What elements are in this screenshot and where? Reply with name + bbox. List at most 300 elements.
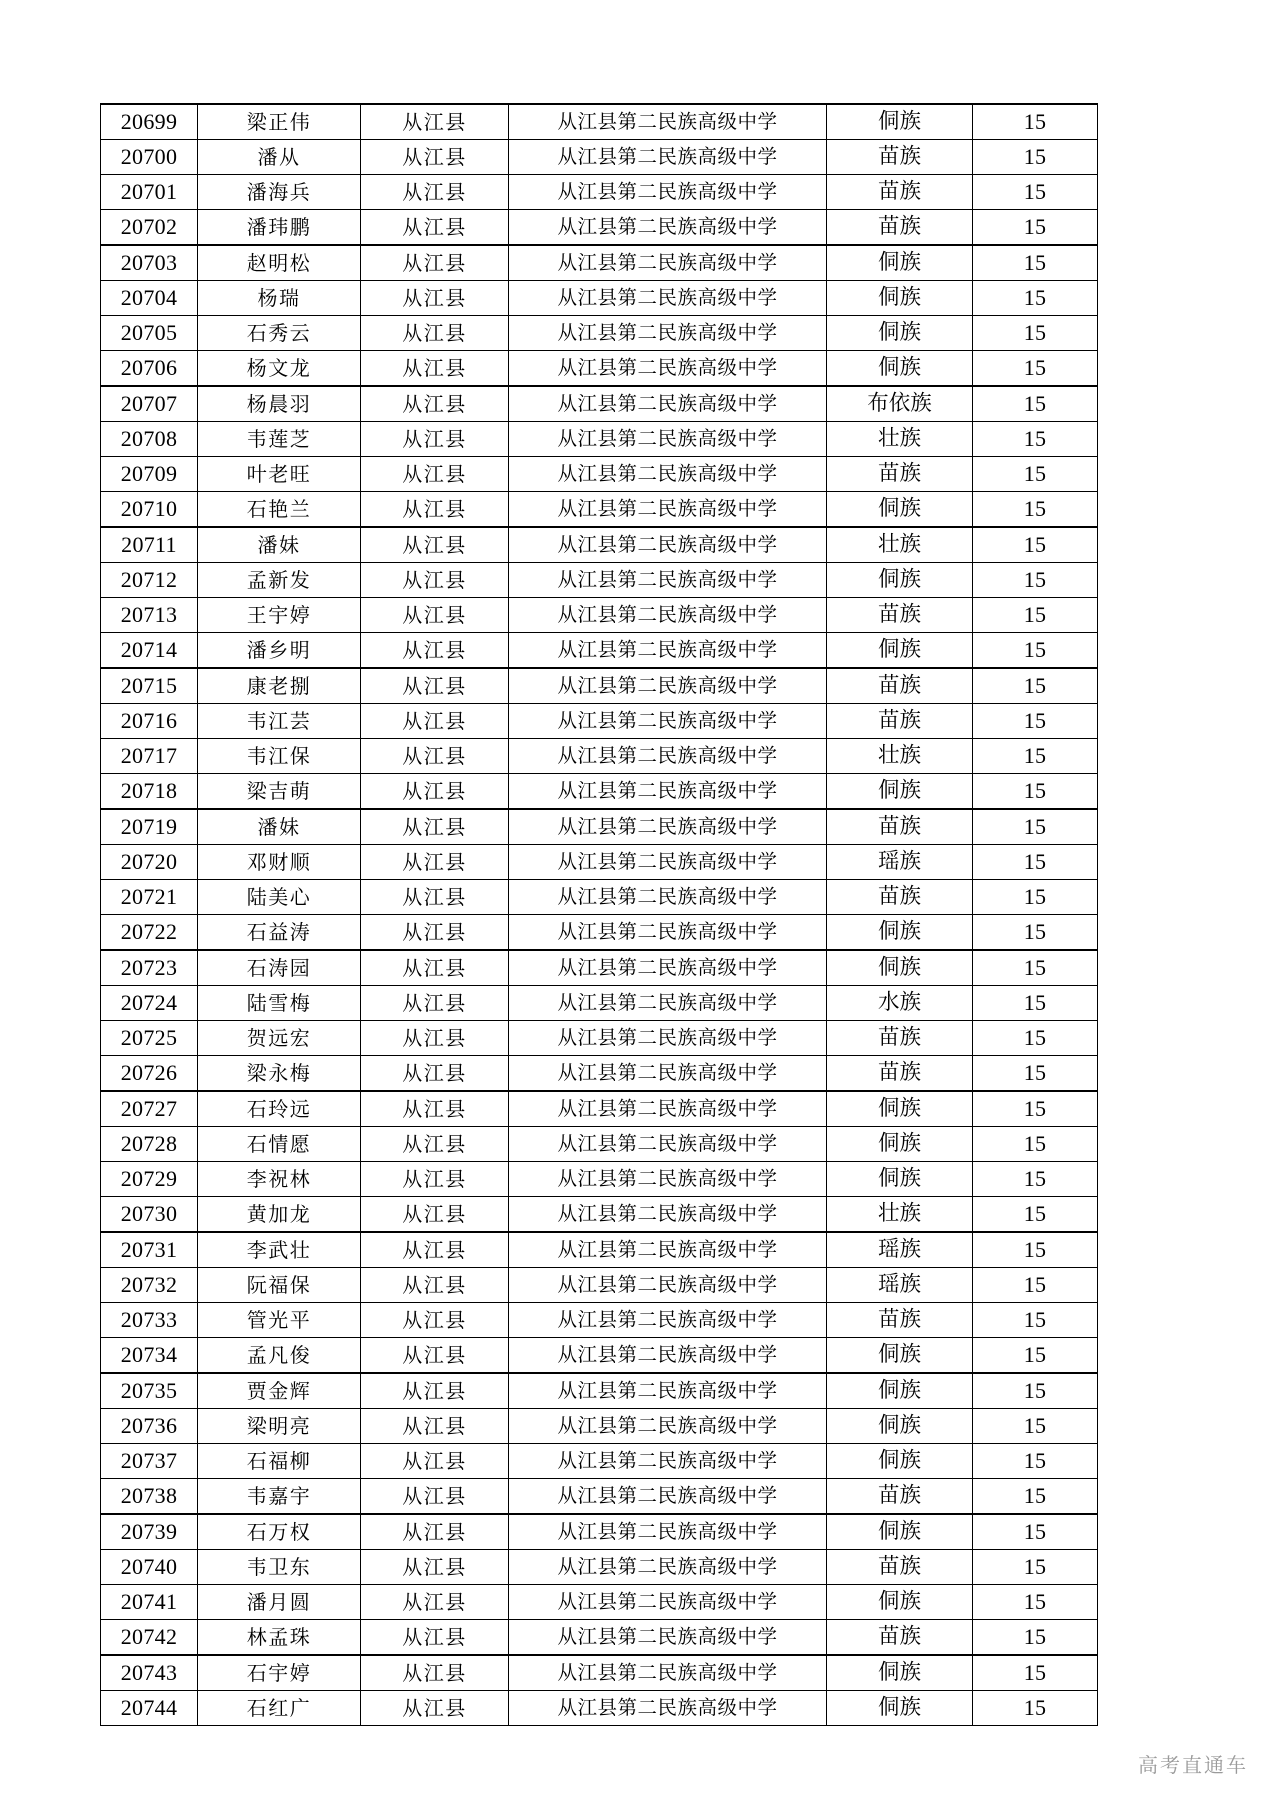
table-row [101,704,1098,739]
table-cell-county: 从江县 [361,140,509,175]
table-cell-score: 15 [973,845,1098,880]
table-cell-name: 韦江芸 [198,704,361,739]
table-cell-score: 15 [973,492,1098,528]
table-cell-school: 从江县第二民族高级中学 [509,1021,827,1056]
table-cell-school: 从江县第二民族高级中学 [509,386,827,422]
table-cell-id: 20707 [101,386,198,422]
table-cell-school: 从江县第二民族高级中学 [509,1373,827,1409]
table-cell-id: 20713 [101,598,198,633]
table-cell-score: 15 [973,774,1098,810]
table-cell-name: 梁正伟 [198,104,361,140]
table-row [101,739,1098,774]
table-cell-name: 梁明亮 [198,1409,361,1444]
table-cell-id: 20718 [101,774,198,810]
table-cell-ethnicity: 苗族 [827,704,973,739]
table-cell-id: 20705 [101,316,198,351]
table-cell-id: 20710 [101,492,198,528]
table-cell-score: 15 [973,1620,1098,1656]
table-cell-id: 20723 [101,950,198,986]
table-cell-score: 15 [973,1338,1098,1374]
table-cell-school: 从江县第二民族高级中学 [509,1056,827,1092]
table-cell-county: 从江县 [361,1197,509,1233]
table-row [101,1444,1098,1479]
table-cell-county: 从江县 [361,915,509,951]
table-cell-score: 15 [973,386,1098,422]
table-cell-county: 从江县 [361,1127,509,1162]
table-cell-county: 从江县 [361,739,509,774]
table-cell-score: 15 [973,1514,1098,1550]
table-row [101,880,1098,915]
table-cell-county: 从江县 [361,1479,509,1515]
table-cell-school: 从江县第二民族高级中学 [509,1479,827,1515]
table-cell-school: 从江县第二民族高级中学 [509,739,827,774]
table-cell-school: 从江县第二民族高级中学 [509,527,827,563]
table-cell-county: 从江县 [361,1338,509,1374]
table-cell-ethnicity: 侗族 [827,915,973,951]
table-cell-county: 从江县 [361,316,509,351]
table-cell-county: 从江县 [361,668,509,704]
table-row [101,281,1098,316]
table-cell-ethnicity: 布依族 [827,386,973,422]
table-row [101,845,1098,880]
table-cell-score: 15 [973,598,1098,633]
table-cell-name: 石益涛 [198,915,361,951]
table-cell-name: 叶老旺 [198,457,361,492]
table-cell-name: 韦嘉宇 [198,1479,361,1515]
table-row [101,1021,1098,1056]
table-cell-school: 从江县第二民族高级中学 [509,1162,827,1197]
table-cell-id: 20735 [101,1373,198,1409]
table-cell-county: 从江县 [361,950,509,986]
table-cell-id: 20729 [101,1162,198,1197]
table-cell-score: 15 [973,1409,1098,1444]
table-cell-county: 从江县 [361,598,509,633]
table-cell-id: 20742 [101,1620,198,1656]
table-cell-id: 20709 [101,457,198,492]
table-cell-school: 从江县第二民族高级中学 [509,880,827,915]
table-cell-score: 15 [973,1162,1098,1197]
table-cell-name: 潘玮鹏 [198,210,361,246]
table-cell-ethnicity: 侗族 [827,351,973,387]
table-cell-ethnicity: 苗族 [827,1021,973,1056]
table-cell-id: 20711 [101,527,198,563]
table-cell-county: 从江县 [361,563,509,598]
table-cell-name: 石艳兰 [198,492,361,528]
table-cell-score: 15 [973,986,1098,1021]
table-cell-school: 从江县第二民族高级中学 [509,1127,827,1162]
table-row [101,1585,1098,1620]
table-cell-name: 邓财顺 [198,845,361,880]
table-cell-ethnicity: 侗族 [827,1655,973,1691]
table-cell-county: 从江县 [361,809,509,845]
table-cell-county: 从江县 [361,1021,509,1056]
table-row [101,1691,1098,1726]
table-cell-name: 管光平 [198,1303,361,1338]
table-cell-id: 20702 [101,210,198,246]
table-cell-school: 从江县第二民族高级中学 [509,492,827,528]
table-cell-score: 15 [973,563,1098,598]
table-cell-id: 20700 [101,140,198,175]
table-cell-school: 从江县第二民族高级中学 [509,1409,827,1444]
table-cell-id: 20703 [101,245,198,281]
table-cell-score: 15 [973,668,1098,704]
table-cell-score: 15 [973,1127,1098,1162]
table-cell-score: 15 [973,1444,1098,1479]
table-cell-ethnicity: 苗族 [827,668,973,704]
table-cell-id: 20708 [101,422,198,457]
table-cell-id: 20738 [101,1479,198,1515]
table-cell-id: 20728 [101,1127,198,1162]
table-row [101,351,1098,387]
table-cell-school: 从江县第二民族高级中学 [509,1268,827,1303]
table-cell-score: 15 [973,210,1098,246]
table-cell-school: 从江县第二民族高级中学 [509,316,827,351]
table-cell-id: 20699 [101,104,198,140]
table-cell-ethnicity: 壮族 [827,527,973,563]
table-cell-score: 15 [973,422,1098,457]
table-cell-score: 15 [973,1268,1098,1303]
table-cell-name: 杨晨羽 [198,386,361,422]
table-cell-score: 15 [973,1691,1098,1726]
table-cell-score: 15 [973,1091,1098,1127]
table-cell-id: 20721 [101,880,198,915]
table-cell-name: 石玲远 [198,1091,361,1127]
table-cell-school: 从江县第二民族高级中学 [509,1620,827,1656]
table-cell-id: 20704 [101,281,198,316]
table-cell-county: 从江县 [361,281,509,316]
table-cell-score: 15 [973,739,1098,774]
table-cell-name: 陆雪梅 [198,986,361,1021]
table-cell-name: 林孟珠 [198,1620,361,1656]
table-cell-school: 从江县第二民族高级中学 [509,668,827,704]
table-cell-ethnicity: 苗族 [827,809,973,845]
table-cell-school: 从江县第二民族高级中学 [509,1550,827,1585]
table-cell-school: 从江县第二民族高级中学 [509,1585,827,1620]
table-cell-name: 韦莲芝 [198,422,361,457]
table-cell-id: 20730 [101,1197,198,1233]
table-cell-score: 15 [973,351,1098,387]
table-cell-school: 从江县第二民族高级中学 [509,915,827,951]
table-cell-id: 20720 [101,845,198,880]
table-cell-ethnicity: 苗族 [827,140,973,175]
table-cell-name: 贺远宏 [198,1021,361,1056]
table-cell-name: 阮福保 [198,1268,361,1303]
table-cell-score: 15 [973,1655,1098,1691]
table-row [101,950,1098,986]
table-cell-ethnicity: 苗族 [827,1620,973,1656]
table-cell-county: 从江县 [361,1091,509,1127]
table-cell-county: 从江县 [361,1056,509,1092]
table-row [101,1091,1098,1127]
table-row [101,1409,1098,1444]
table-cell-school: 从江县第二民族高级中学 [509,598,827,633]
table-cell-id: 20719 [101,809,198,845]
table-row [101,774,1098,810]
table-cell-id: 20725 [101,1021,198,1056]
table-cell-county: 从江县 [361,845,509,880]
table-cell-county: 从江县 [361,704,509,739]
table-cell-ethnicity: 侗族 [827,1162,973,1197]
table-cell-name: 李祝林 [198,1162,361,1197]
table-cell-id: 20736 [101,1409,198,1444]
table-row [101,598,1098,633]
table-cell-ethnicity: 苗族 [827,1479,973,1515]
table-row [101,1232,1098,1268]
table-cell-id: 20712 [101,563,198,598]
table-cell-school: 从江县第二民族高级中学 [509,422,827,457]
table-cell-score: 15 [973,245,1098,281]
table-row [101,1373,1098,1409]
table-row [101,1127,1098,1162]
table-cell-score: 15 [973,915,1098,951]
table-cell-county: 从江县 [361,175,509,210]
table-cell-score: 15 [973,633,1098,669]
table-row [101,1550,1098,1585]
table-row [101,245,1098,281]
table-cell-ethnicity: 侗族 [827,1409,973,1444]
table-row [101,104,1098,140]
table-cell-score: 15 [973,704,1098,739]
table-cell-school: 从江县第二民族高级中学 [509,175,827,210]
table-row [101,140,1098,175]
table-cell-county: 从江县 [361,986,509,1021]
table-cell-id: 20733 [101,1303,198,1338]
watermark-text: 高考直通车 [1138,1753,1248,1777]
table-cell-score: 15 [973,527,1098,563]
table-cell-score: 15 [973,140,1098,175]
table-cell-county: 从江县 [361,351,509,387]
table-cell-county: 从江县 [361,1373,509,1409]
table-row [101,1338,1098,1374]
table-cell-ethnicity: 苗族 [827,210,973,246]
table-cell-id: 20724 [101,986,198,1021]
table-cell-score: 15 [973,457,1098,492]
table-cell-school: 从江县第二民族高级中学 [509,563,827,598]
table-cell-school: 从江县第二民族高级中学 [509,633,827,669]
table-cell-ethnicity: 苗族 [827,457,973,492]
table-cell-ethnicity: 苗族 [827,1550,973,1585]
table-cell-score: 15 [973,809,1098,845]
table-cell-score: 15 [973,1197,1098,1233]
table-cell-name: 石涛园 [198,950,361,986]
table-cell-name: 孟新发 [198,563,361,598]
table-cell-name: 潘从 [198,140,361,175]
table-cell-ethnicity: 侗族 [827,1091,973,1127]
table-cell-school: 从江县第二民族高级中学 [509,457,827,492]
table-cell-name: 石秀云 [198,316,361,351]
table-cell-ethnicity: 侗族 [827,1691,973,1726]
table-cell-ethnicity: 侗族 [827,563,973,598]
table-cell-score: 15 [973,104,1098,140]
table-cell-county: 从江县 [361,1162,509,1197]
table-cell-score: 15 [973,1479,1098,1515]
table-cell-county: 从江县 [361,1691,509,1726]
table-cell-school: 从江县第二民族高级中学 [509,704,827,739]
table-cell-id: 20727 [101,1091,198,1127]
table-cell-county: 从江县 [361,1409,509,1444]
table-cell-county: 从江县 [361,104,509,140]
table-cell-name: 陆美心 [198,880,361,915]
table-cell-school: 从江县第二民族高级中学 [509,1691,827,1726]
candidate-roster-body [101,104,1098,1726]
table-cell-name: 贾金辉 [198,1373,361,1409]
table-cell-school: 从江县第二民族高级中学 [509,1444,827,1479]
table-cell-ethnicity: 苗族 [827,1056,973,1092]
table-cell-ethnicity: 侗族 [827,492,973,528]
table-cell-school: 从江县第二民族高级中学 [509,1338,827,1374]
table-cell-county: 从江县 [361,880,509,915]
table-cell-name: 赵明松 [198,245,361,281]
table-cell-id: 20741 [101,1585,198,1620]
table-cell-score: 15 [973,1373,1098,1409]
table-row [101,1620,1098,1656]
table-row [101,1303,1098,1338]
table-cell-school: 从江县第二民族高级中学 [509,351,827,387]
table-cell-name: 石红广 [198,1691,361,1726]
table-cell-name: 康老捌 [198,668,361,704]
table-cell-county: 从江县 [361,1232,509,1268]
table-cell-name: 王宇婷 [198,598,361,633]
table-cell-id: 20722 [101,915,198,951]
table-cell-id: 20739 [101,1514,198,1550]
table-cell-ethnicity: 侗族 [827,1373,973,1409]
table-cell-score: 15 [973,281,1098,316]
table-cell-ethnicity: 侗族 [827,774,973,810]
table-cell-county: 从江县 [361,245,509,281]
table-cell-ethnicity: 侗族 [827,633,973,669]
table-cell-school: 从江县第二民族高级中学 [509,774,827,810]
table-cell-county: 从江县 [361,527,509,563]
table-cell-name: 梁吉萌 [198,774,361,810]
table-cell-ethnicity: 侗族 [827,950,973,986]
table-row [101,1479,1098,1515]
table-row [101,1162,1098,1197]
table-cell-id: 20715 [101,668,198,704]
table-row [101,563,1098,598]
table-cell-school: 从江县第二民族高级中学 [509,1091,827,1127]
table-row [101,1056,1098,1092]
table-cell-id: 20717 [101,739,198,774]
table-cell-score: 15 [973,1303,1098,1338]
table-cell-name: 石万权 [198,1514,361,1550]
table-cell-school: 从江县第二民族高级中学 [509,281,827,316]
table-row [101,809,1098,845]
table-row [101,175,1098,210]
table-row [101,1268,1098,1303]
table-cell-score: 15 [973,950,1098,986]
table-cell-name: 杨瑞 [198,281,361,316]
table-cell-county: 从江县 [361,1620,509,1656]
table-cell-ethnicity: 瑶族 [827,1232,973,1268]
table-cell-name: 梁永梅 [198,1056,361,1092]
table-cell-name: 韦江保 [198,739,361,774]
table-cell-ethnicity: 苗族 [827,880,973,915]
table-cell-score: 15 [973,1056,1098,1092]
table-cell-id: 20737 [101,1444,198,1479]
table-cell-name: 潘乡明 [198,633,361,669]
table-cell-score: 15 [973,1021,1098,1056]
table-row [101,457,1098,492]
table-cell-county: 从江县 [361,633,509,669]
table-cell-name: 韦卫东 [198,1550,361,1585]
table-row [101,1197,1098,1233]
table-cell-county: 从江县 [361,1444,509,1479]
table-cell-id: 20734 [101,1338,198,1374]
table-cell-name: 石情愿 [198,1127,361,1162]
table-cell-county: 从江县 [361,422,509,457]
table-cell-ethnicity: 苗族 [827,598,973,633]
table-cell-county: 从江县 [361,210,509,246]
table-cell-ethnicity: 壮族 [827,422,973,457]
table-cell-score: 15 [973,175,1098,210]
table-cell-ethnicity: 水族 [827,986,973,1021]
table-cell-name: 李武壮 [198,1232,361,1268]
table-cell-id: 20743 [101,1655,198,1691]
table-cell-score: 15 [973,1585,1098,1620]
table-cell-school: 从江县第二民族高级中学 [509,1514,827,1550]
table-cell-county: 从江县 [361,1303,509,1338]
table-cell-score: 15 [973,1232,1098,1268]
table-cell-county: 从江县 [361,1514,509,1550]
table-row [101,422,1098,457]
table-cell-ethnicity: 侗族 [827,245,973,281]
table-cell-ethnicity: 侗族 [827,1338,973,1374]
table-cell-ethnicity: 侗族 [827,316,973,351]
table-cell-id: 20740 [101,1550,198,1585]
table-cell-county: 从江县 [361,492,509,528]
table-cell-county: 从江县 [361,1550,509,1585]
table-cell-id: 20731 [101,1232,198,1268]
table-cell-school: 从江县第二民族高级中学 [509,809,827,845]
table-row [101,316,1098,351]
table-cell-county: 从江县 [361,1268,509,1303]
table-cell-school: 从江县第二民族高级中学 [509,104,827,140]
table-row [101,668,1098,704]
table-cell-school: 从江县第二民族高级中学 [509,950,827,986]
table-row [101,986,1098,1021]
table-cell-ethnicity: 侗族 [827,1444,973,1479]
table-cell-county: 从江县 [361,1655,509,1691]
table-row [101,633,1098,669]
candidate-roster-table [100,103,1098,1726]
table-cell-school: 从江县第二民族高级中学 [509,1303,827,1338]
table-cell-id: 20701 [101,175,198,210]
table-cell-ethnicity: 侗族 [827,1585,973,1620]
table-cell-school: 从江县第二民族高级中学 [509,1655,827,1691]
table-row [101,492,1098,528]
table-cell-county: 从江县 [361,1585,509,1620]
table-cell-name: 潘妹 [198,809,361,845]
table-cell-score: 15 [973,880,1098,915]
table-cell-ethnicity: 侗族 [827,281,973,316]
table-cell-ethnicity: 瑶族 [827,845,973,880]
table-cell-name: 黄加龙 [198,1197,361,1233]
table-cell-school: 从江县第二民族高级中学 [509,1232,827,1268]
table-cell-id: 20732 [101,1268,198,1303]
table-cell-county: 从江县 [361,457,509,492]
table-cell-id: 20706 [101,351,198,387]
table-cell-ethnicity: 侗族 [827,104,973,140]
table-row [101,386,1098,422]
table-cell-id: 20744 [101,1691,198,1726]
table-cell-ethnicity: 侗族 [827,1127,973,1162]
table-cell-school: 从江县第二民族高级中学 [509,986,827,1021]
table-cell-name: 杨文龙 [198,351,361,387]
table-cell-school: 从江县第二民族高级中学 [509,245,827,281]
table-row [101,915,1098,951]
table-row [101,527,1098,563]
table-cell-ethnicity: 苗族 [827,1303,973,1338]
